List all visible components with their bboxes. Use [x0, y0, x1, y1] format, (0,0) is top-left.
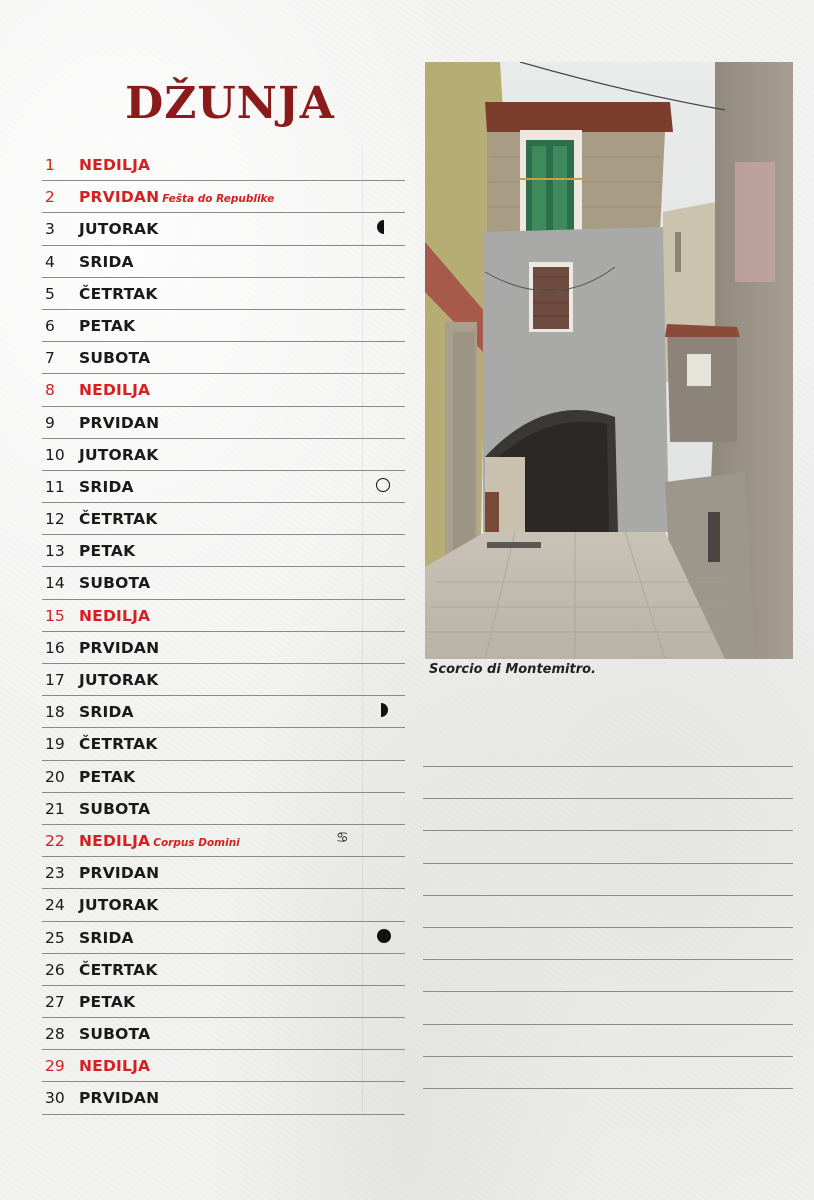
- day-row: [42, 181, 405, 213]
- day-number: 21: [45, 799, 65, 818]
- day-row: [42, 567, 405, 599]
- day-number: 13: [45, 542, 65, 561]
- day-number: 9: [45, 413, 55, 432]
- note-line: [423, 959, 793, 991]
- day-name-text: ČETRTAK: [79, 960, 158, 979]
- day-row: [42, 471, 405, 503]
- day-row: [42, 728, 405, 760]
- day-name-text: JUTORAK: [79, 896, 159, 915]
- day-row: [42, 761, 405, 793]
- day-name: [79, 929, 134, 947]
- day-row: [42, 1018, 405, 1050]
- day-row: [42, 696, 405, 728]
- day-name-text: SRIDA: [79, 703, 134, 722]
- day-name-text: SUBOTA: [79, 349, 151, 368]
- day-row: [42, 825, 405, 857]
- month-title: DŽUNJA: [125, 78, 335, 129]
- day-name-text: SRIDA: [79, 477, 134, 496]
- day-name: [79, 414, 159, 432]
- day-list: [42, 149, 405, 1115]
- day-name: [79, 993, 135, 1011]
- day-name: [79, 188, 274, 206]
- photo-caption: Scorcio di Montemitro.: [429, 662, 596, 677]
- holiday-note: Fešta do Republike: [162, 193, 275, 206]
- day-name: [79, 1057, 150, 1075]
- day-name: [79, 1025, 150, 1043]
- day-number: 20: [45, 767, 65, 786]
- day-row: [42, 793, 405, 825]
- new-moon-icon: [376, 478, 390, 492]
- day-number: 17: [45, 671, 65, 689]
- day-number: 1: [45, 156, 55, 174]
- day-number: 7: [45, 349, 55, 368]
- day-row: [42, 922, 405, 954]
- note-line: [423, 895, 793, 927]
- day-name: [79, 510, 158, 528]
- day-name-text: ČETRTAK: [79, 284, 158, 303]
- note-line: [423, 991, 793, 1023]
- day-name-text: PRVIDAN: [79, 638, 160, 657]
- day-number: 24: [45, 896, 65, 915]
- day-name: [79, 478, 134, 496]
- day-row: [42, 407, 405, 439]
- day-number: 14: [45, 574, 65, 593]
- day-name-text: NEDILJA: [79, 606, 151, 625]
- day-number: 15: [45, 606, 65, 625]
- day-name-text: SUBOTA: [79, 799, 151, 818]
- day-name-text: SRIDA: [79, 252, 134, 271]
- day-name: [79, 220, 158, 238]
- day-row: [42, 535, 405, 567]
- day-name: [79, 607, 150, 625]
- day-name: [79, 446, 158, 464]
- day-number: 23: [45, 864, 65, 883]
- day-name-text: PRVIDAN: [79, 188, 160, 207]
- day-name: [79, 574, 150, 592]
- day-number: 22: [45, 831, 65, 850]
- day-number: 5: [45, 284, 55, 303]
- note-line: [423, 1024, 793, 1056]
- day-row: [42, 664, 405, 696]
- day-row: [42, 149, 405, 181]
- day-name-text: SUBOTA: [79, 1025, 151, 1044]
- day-row: [42, 632, 405, 664]
- day-number: 27: [45, 992, 65, 1011]
- day-name: [79, 381, 150, 399]
- day-name: [79, 896, 158, 914]
- day-number: 11: [45, 477, 65, 496]
- day-name: [79, 542, 135, 560]
- day-name-text: NEDILJA: [79, 381, 151, 400]
- full-moon-icon: [377, 929, 391, 943]
- day-name-text: ČETRTAK: [79, 510, 158, 529]
- day-name-text: PRVIDAN: [79, 864, 160, 883]
- day-name: [79, 1089, 159, 1107]
- day-name: [79, 832, 240, 850]
- holiday-note: Corpus Domini: [153, 836, 240, 849]
- day-name-text: NEDILJA: [79, 831, 151, 850]
- day-name: [79, 253, 134, 271]
- day-name-text: ČETRTAK: [79, 735, 158, 754]
- day-row: [42, 1050, 405, 1082]
- day-name-text: SRIDA: [79, 928, 134, 947]
- day-number: 18: [45, 703, 65, 722]
- day-number: 25: [45, 928, 65, 947]
- last-quarter-icon: [381, 703, 388, 717]
- day-row: [42, 246, 405, 278]
- day-name: [79, 735, 158, 753]
- day-name-text: PETAK: [79, 316, 136, 335]
- day-name: [79, 349, 150, 367]
- first-quarter-icon: [377, 220, 384, 234]
- day-name-text: PRVIDAN: [79, 1089, 160, 1108]
- note-line: [423, 927, 793, 959]
- day-name: [79, 768, 135, 786]
- day-name-text: PETAK: [79, 767, 136, 786]
- day-number: 26: [45, 960, 65, 979]
- note-line: [423, 766, 793, 798]
- day-number: 6: [45, 316, 55, 335]
- day-number: 4: [45, 252, 55, 271]
- day-number: 30: [45, 1089, 65, 1108]
- day-name-text: PETAK: [79, 992, 136, 1011]
- day-row: [42, 342, 405, 374]
- day-row: [42, 374, 405, 406]
- note-line: [423, 1056, 793, 1088]
- day-row: [42, 600, 405, 632]
- day-row: [42, 889, 405, 921]
- day-name: [79, 864, 159, 882]
- day-row: [42, 213, 405, 245]
- day-number: 8: [45, 381, 55, 400]
- day-row: [42, 439, 405, 471]
- day-name-text: JUTORAK: [79, 220, 159, 239]
- note-line: [423, 863, 793, 895]
- day-row: [42, 857, 405, 889]
- day-name-text: SUBOTA: [79, 574, 151, 593]
- day-row: [42, 310, 405, 342]
- day-name: [79, 671, 158, 689]
- day-name: [79, 639, 159, 657]
- day-row: [42, 1082, 405, 1114]
- photo: [425, 62, 793, 659]
- day-row: [42, 278, 405, 310]
- day-number: 2: [45, 188, 55, 207]
- day-number: 19: [45, 735, 65, 754]
- note-line: [423, 798, 793, 830]
- day-name: [79, 961, 158, 979]
- day-row: [42, 986, 405, 1018]
- day-name-text: NEDILJA: [79, 1057, 151, 1076]
- day-name-text: PETAK: [79, 542, 136, 561]
- day-number: 3: [45, 220, 55, 239]
- day-number: 29: [45, 1057, 65, 1076]
- day-number: 16: [45, 638, 65, 657]
- day-name: [79, 285, 158, 303]
- day-name-text: JUTORAK: [79, 671, 159, 689]
- day-name-text: JUTORAK: [79, 445, 159, 464]
- cancer-zodiac-icon: ♋: [336, 829, 349, 846]
- note-line: [423, 1088, 793, 1120]
- day-name: [79, 800, 150, 818]
- day-number: 12: [45, 510, 65, 529]
- day-name: [79, 156, 150, 174]
- day-name-text: NEDILJA: [79, 156, 151, 174]
- notes-area: [423, 766, 793, 1120]
- note-line: [423, 830, 793, 862]
- day-name: [79, 317, 135, 335]
- day-number: 28: [45, 1025, 65, 1044]
- day-name: [79, 703, 134, 721]
- day-number: 10: [45, 445, 65, 464]
- street-archway-photo: [425, 62, 793, 659]
- day-row: [42, 954, 405, 986]
- day-name-text: PRVIDAN: [79, 413, 160, 432]
- day-row: [42, 503, 405, 535]
